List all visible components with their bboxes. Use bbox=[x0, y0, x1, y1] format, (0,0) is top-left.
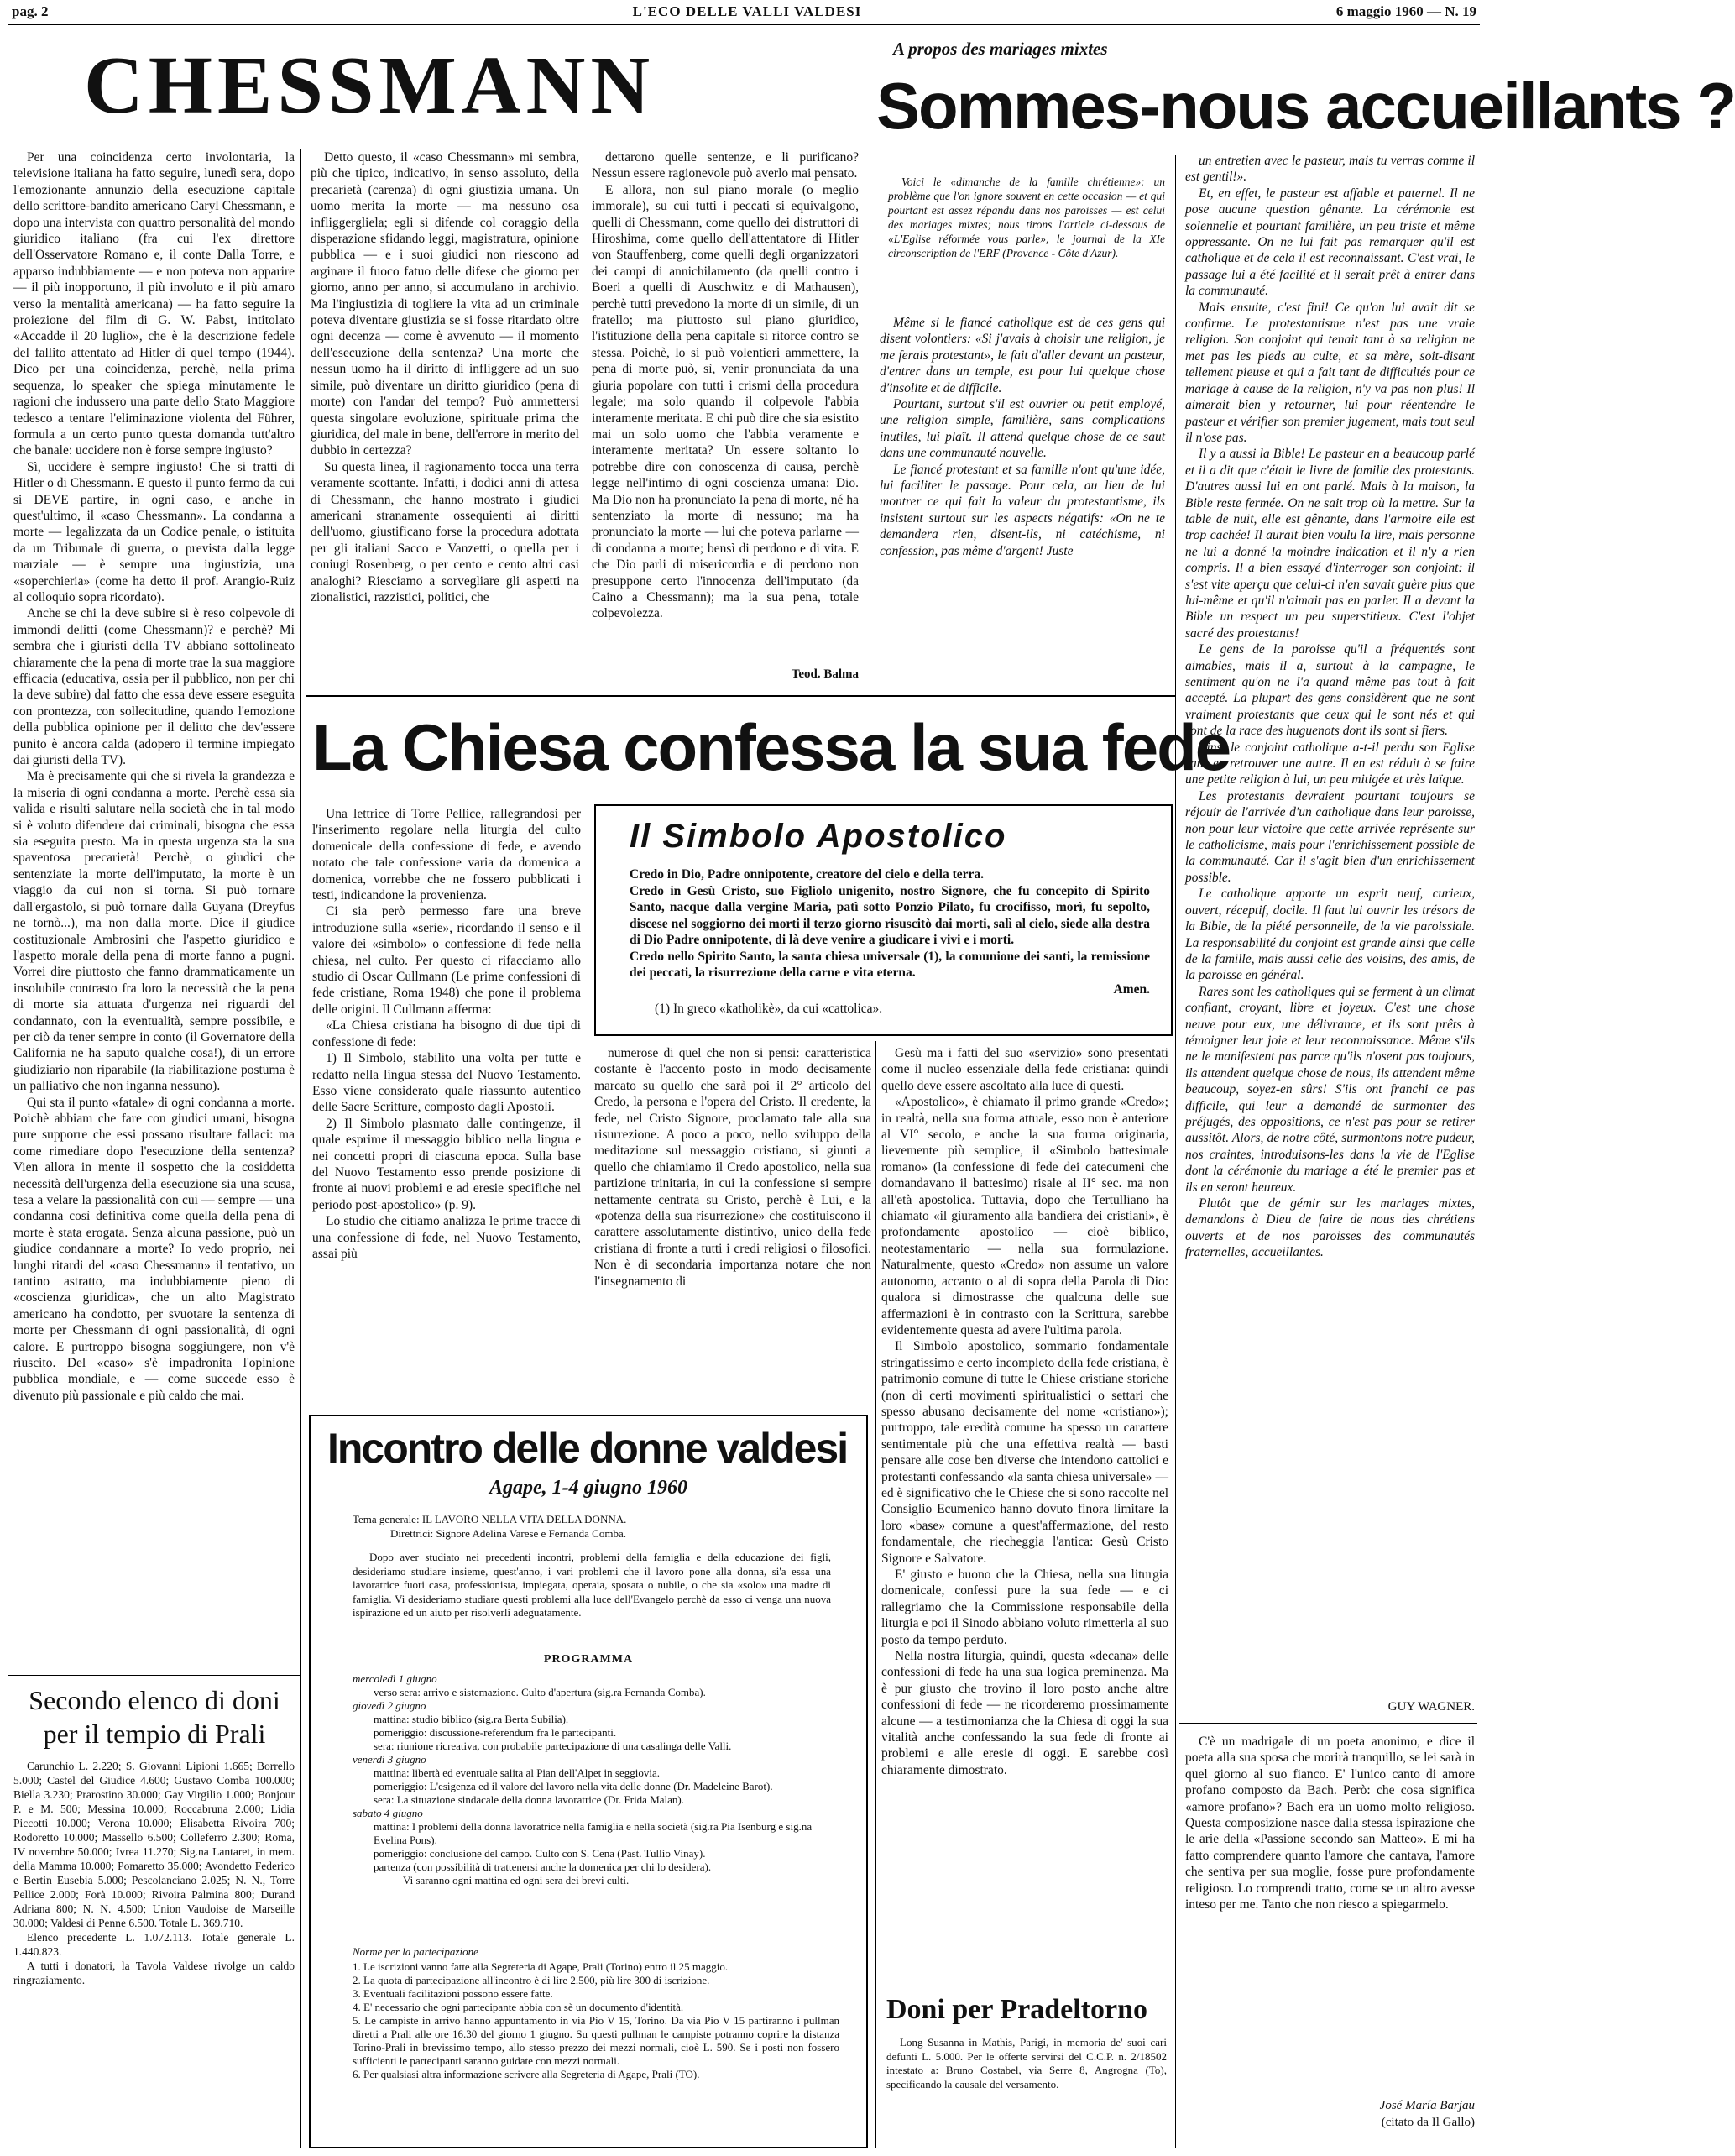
simbolo-text bbox=[630, 866, 1150, 1018]
madrigale-signature: José María Barjau bbox=[1379, 2099, 1475, 2112]
mariages-intro bbox=[888, 175, 1165, 301]
norme-list bbox=[353, 1960, 839, 2081]
mariages-kicker: A propos des mariages mixtes bbox=[893, 39, 1108, 59]
column-rule bbox=[1175, 155, 1176, 2148]
madrigale-text bbox=[1185, 1734, 1475, 2091]
norme-item: 5. Le campiste in arrivo hanno appuntamento in via Pio V 15, Torino. Da via Pio V 15 partiranno i pullman diretti a Prali alle ore 16.30 del giorno 1 giugno. Su questi pullman le campiste potranno coprire la distanza Torino-Prali in brevissimo tempo, allo stesso prezzo dei mezzi normali, cioè L. 590. Se i posti non fossero sufficienti le partecipanti saranno guidate con mezzi normali. bbox=[353, 2014, 839, 2067]
chiesa-col1-p4: 1) Il Simbolo, stabilito una volta per tutte e redatto nella lingua stessa del Nuovo Testamento. Esso viene considerato quale riassunto autentico delle Sacre Scritture, composto dagli Apostoli. bbox=[312, 1051, 581, 1115]
chessmann-col3 bbox=[592, 149, 859, 662]
simbolo-p2: Credo in Gesù Cristo, suo Figliolo unigenito, nostro Signore, che fu concepito di Spirito Santo, nacque dalla vergine Maria, patì sotto Ponzio Pilato, fu crocifisso, morì, fu sepolto, discese nel soggiorno dei morti il terzo giorno risuscitò dai morti, salì al cielo, siede alla destra di Dio Padre onnipotente, di là deve venire a giudicare i vivi e i morti. bbox=[630, 883, 1150, 947]
chessmann-p3: Anche se chi la deve subire si è reso colpevole di immondi delitti (come Chessmann)? e perchè? Mi sembra che i giuristi della TV abbiano sottolineato chiaramente che la pena di morte trae la sua maggiore efficacia (educativa, ossia per il pubblico, non per chi la deve subire) dal fatto che essa deve essere eseguita con prontezza, con sollecitudine, quando l'emozione della pubblica opinione per il delitto che dev'essere punito è ancora calda (adopero il termine impiegato dai giuristi della TV). bbox=[13, 606, 295, 768]
column-rule bbox=[300, 149, 301, 2148]
mariages-col2-p8: Le catholique apporte un esprit neuf, curieux, ouvert, réceptif, docile. Il faut lui ouvrir les trésors de la Bible, de la piété personnelle, de la vie paroissiale. La responsabilité du conjoint est grande ainsi que celle de la famille, mais aussi celle des voisins, des amis, de la paroisse en général. bbox=[1185, 887, 1475, 983]
simbolo-p3: Credo nello Spirito Santo, la santa chiesa universale (1), la comunione dei santi, la remissione dei peccati, la risurrezione della carne e vita eterna. bbox=[630, 949, 1150, 980]
mariages-title: Sommes-nous accueillants ? bbox=[876, 69, 1735, 143]
programma-item: pomeriggio: conclusione del campo. Culto con S. Cena (Past. Tullio Vinay). bbox=[374, 1847, 706, 1860]
programma-item: giovedì 2 giugno bbox=[353, 1699, 426, 1712]
simbolo-note: (1) In greco «katholikè», da cui «cattolica». bbox=[655, 1002, 883, 1016]
chessmann-p2: Sì, uccidere è sempre ingiusto! Che si tratti di Hitler o di Chessmann. E questo il punto fermo da cui si DEVE partire, in ogni caso, e anche in quest'ultimo, il «caso Chessmann». La condanna a morte — legalizzata da un Codice penale, o istituita da un Tribunale di guerra, o prevista dalla legge marziale — è sempre una ingiustizia, una «soperchieria» (come ha detto il prof. Arangio-Ruiz al colloquio sopra ricordato). bbox=[13, 459, 295, 604]
programma-item: pomeriggio: discussione-referendum fra le partecipanti. bbox=[374, 1726, 617, 1739]
header-rule bbox=[8, 24, 1480, 25]
programma-item: mattina: I problemi della donna lavoratrice nella famiglia e nella società (sig.ra Pia Isenburg e sig.na Evelina Pons). bbox=[374, 1820, 813, 1846]
mariages-signature: GUY WAGNER. bbox=[1387, 1700, 1475, 1714]
chiesa-col1-p5: 2) Il Simbolo plasmato dalle contingenze, il quale esprime il messaggio biblico nella lingua e nei concetti propri di ciascuna epoca. Sulla base del Nuovo Testamento esso prende posizione di fronte ai nuovi problemi e ad eresie specifiche nel periodo post-apostolico» (p. 9). bbox=[312, 1116, 581, 1212]
mariages-col1-p1: Même si le fiancé catholique est de ces gens qui disent volontiers: «Si j'avais à choisir une religion, je me ferais protestant», le fait d'aller devant un pasteur, d'entrer dans un temple, est pour lui quelque chose d'insolite et de difficile. bbox=[880, 316, 1165, 395]
page-number: pag. 2 bbox=[12, 3, 49, 19]
programma-item: mattina: libertà ed eventuale salita al Pian dell'Alpet in seggiovia. bbox=[374, 1766, 660, 1779]
chessmann-title: CHESSMANN bbox=[84, 40, 656, 131]
chiesa-col1-p2: Ci sia però permesso fare una breve introduzione sulla «serie», ricordando il senso e il valore dei «simbolo» o confessione di fede nella chiesa, nel culto. Per questo ci rifacciamo allo studio di Oscar Cullmann (Le prime confessioni di fede cristiane, Roma 1948) che pone il problema delle origini. Il Cullmann afferma: bbox=[312, 904, 581, 1017]
simbolo-title: Il Simbolo Apostolico bbox=[630, 818, 1007, 855]
chessmann-signature: Teod. Balma bbox=[791, 667, 859, 681]
programma-item: venerdì 3 giugno bbox=[353, 1753, 426, 1766]
chiesa-title: La Chiesa confessa la sua fede bbox=[312, 710, 1231, 784]
mariages-col2-p4: Il y a aussi la Bible! Le pasteur en a beaucoup parlé et il a dit que c'était le livre de famille des protestants. D'autres aussi lui en ont parlé. Mais à la maison, la Bible reste fermée. On ne sait trop où la mettre. Sur la table de nuit, elle est gênante, dans l'armoire elle est trop cachée! Il aurait bien voulu la lire, mais personne ne lui a donné la moindre indication et il n'y a rien compris. Il a bien essayé d'interroger son conjoint: il s'est vite aperçu que celui-ci n'en savait guère plus que lui-même et qu'il n'aimait pas en parler. Il a devant la Bible un respect un peu superstitieux. C'est l'objet sacré des protestants! bbox=[1185, 447, 1475, 641]
section-rule bbox=[8, 1675, 300, 1676]
norme-item: 2. La quota di partecipazione all'incontro è di lire 2.500, più lire 300 di iscrizione. bbox=[353, 1974, 710, 1986]
madrigale-source: (citato da Il Gallo) bbox=[1381, 2116, 1475, 2129]
chessmann-col2-p1: Detto questo, il «caso Chessmann» mi sembra, più che tipico, indicativo, in senso assoluto, della precarietà (carenza) di ogni giustizia umana. Un uomo merita la morte — ma nessuno osa infliggergliela; egli si difende col coraggio della disperazione sfidando leggi, magistratura, opinione pubblica — e i suoi giudici non riescono ad arginare il fuoco fatuo delle difese che giorno per giorno, anno per anno, si accumulano in archivio. Ma l'ingiustizia di togliere la vita ad un criminale poteva diventare giustizia se si fosse ritardato oltre ogni decenza — come è avvenuto — il momento dell'esecuzione della sentenza? Una morte che nessun uomo ha il diritto di infliggere ad un suo simile, può diventare un diritto giuridico (pena di morte) con l'andar del tempo? Può ammettersi questa singolare evoluzione, spirituale prima che giuridica, del male in bene, dell'errore in merito del dubbio in certezza? bbox=[311, 150, 579, 458]
incontro-subtitle: Agape, 1-4 giugno 1960 bbox=[489, 1477, 687, 1499]
doni-title: Doni per Pradeltorno bbox=[886, 1994, 1148, 2025]
chiesa-col1-p1: Una lettrice di Torre Pellice, rallegrandosi per l'inserimento regolare nella liturgia del culto domenicale della confessione di fede, e avendo notato che tale confessione varia da domenica a domenica, vorrebbe che ne fossero pubblicati i testi, indicandone la provenienza. bbox=[312, 807, 581, 903]
doni-text bbox=[886, 2036, 1167, 2137]
chiesa-col3-p2: «Apostolico», è chiamato il primo grande «Credo»; in realtà, nella sua forma attuale, esso non è anteriore al VI° secolo, e anche la sua forma originaria, lievemente più semplice, il «Simbolo battesimale romano» (la confessione di fede dei catecumeni che domandavano il battesimo) risale al II° sec. ma non all'età apostolica. Tuttavia, dopo che Tertulliano ha chiamato «il giuramento alla bandiera dei cristiani», è profondamente apostolico — cioè biblico, neotestamentario — nella sua formulazione. Naturalmente, questo «Credo» non assume un valore autonomo, accanto o al di sopra della Parola di Dio: qualora si dimostrasse che qualcuna delle sue affermazioni è in contrasto con la Scrittura, sarebbe evidentemente questa ad avere l'ultima parola. bbox=[881, 1095, 1168, 1337]
mariages-col2-p3: Mais ensuite, c'est fini! Ce qu'on lui avait dit se confirme. Le protestantisme n'est pas une vraie religion. Son conjoint qui tenait tant à sa religion ne met pas les pieds au culte, et sa mère, soit-disant tellement pieuse et qui a fait tant de difficultés pour ce mariage à cause de la religion, n'y va pas non plus! Il aimerait bien y retourner, lui pour réentendre le pasteur et vérifier son premier jugement, mais tout seul il n'ose pas. bbox=[1185, 300, 1475, 445]
chiesa-col3-p4: E' giusto e buono che la Chiesa, nella sua liturgia domenicale, confessi pure la sua fede — e ci rallegriamo che la Commissione responsabile della liturgia e poi il Sinodo abbiano voluto rimetterla al suo posto da tempo perduto. bbox=[881, 1567, 1168, 1647]
norme-title: Norme per la partecipazione bbox=[353, 1945, 478, 1958]
chiesa-col1-p6: Lo studio che citiamo analizza le prime tracce di una confessione di fede, nel Nuovo Testamento, assai più bbox=[312, 1214, 581, 1261]
chiesa-col3 bbox=[881, 1045, 1168, 1977]
incontro-box bbox=[309, 1415, 868, 2148]
incontro-direttrici: Direttrici: Signore Adelina Varese e Fernanda Comba. bbox=[390, 1527, 626, 1540]
chessmann-col3-p2: E allora, non sul piano morale (o meglio immorale), su cui tutti i peccati si equivalgono, quelli di Chessmann, come quello dei distruttori di Hiroshima, come quello dell'attentatore di Hitler von Stauffenberg, come quelli degli organizzatori dei campi di annichilamento (da quelli contro i Boeri a quelli di Auschwitz e di Mathausen), perchè tutti prevedono la morte di un simile, di un fratello; ma piuttosto sul piano giuridico, l'istituzione della pena capitale si ritorce contro se stessa. Poichè, lo si può volentieri ammettere, la pena di morte può, sì, venir pronunciata da una giuria popolare con tutti i crismi della procedura legale; ma solo quando il colpevole l'abbia interamente meritata. E chi può dire che sia esistito mai un solo uomo che l'abbia veramente e interamente meritata? Un essere soltanto lo potrebbe dire con conoscenza di causa, perchè legge nell'intimo di ogni coscienza umana: Dio. Ma Dio non ha pronunciato la pena di morte, né ha sentenziato la morte di nessuno; ma ha pronunciato la morte — lui che poteva parlarne — di condanna a morte; bensì di perdono e di vita. E che Dio parli di misericordia e di perdono non presuppone certo l'innocenza dell'imputato (da Caino a Chessmann); ma la sua pena, totale colpevolezza. bbox=[592, 182, 859, 621]
chessmann-p5: Qui sta il punto «fatale» di ogni condanna a morte. Poichè abbiam che fare con giudici umani, bisogna pure supporre che essi possano risultare fallaci: ma come rimediare dopo l'esecuzione della sentenza? Vien allora in mente il sospetto che la cosiddetta necessità dell'urgenza della esecuzione sia una scusa, tesa a velare la passionalità con cui — sempre — una condanna così definitiva come quella della pena di morte è stata erogata. Senza alcuna passione, può un giudice condannare a morte? Io vedo proprio, nei lunghi ritardi del «caso Chessmann» il tentativo, un tantino astratto, ma indubbiamente pieno di «coscienza giuridica», che un alto Magistrato americano ha condotto, per svuotare la sentenza di morte per Chessmann di ogni passionalità, di ogni calore. E purtroppo bisogna soggiungere, non v'è riuscito. Del «caso» s'è impadronita l'opinione pubblica mondiale, e — come succede esso è divenuto più passionale e più caldo che mai. bbox=[13, 1095, 295, 1403]
chiesa-col2-p1: numerose di quel che non si pensi: caratteristica costante è l'accento posto in modo decisamente marcato su quello che sarà poi il 2° articolo del Credo, la persona e l'opera del Cristo. Il credente, la fede, nel Cristo Signore, proclamato tale alla sua risurrezione. A poco a poco, nello sviluppo della meditazione sul messaggio cristiano, si giunti a quello che chiamiamo il Credo apostolico, nella sua partizione trinitaria, in cui la confessione si sempre nettamente centrata su Cristo, perchè è Lui, e la «potenza della sua risurrezione» che costituiscono il carattere assolutamente distintivo, unico della fede cristiana di fronte a tutti i credi religiosi o filosofici. Non è di secondaria importanza notare che non l'insegnamento di bbox=[594, 1046, 871, 1289]
programma-item: sera: La situazione sindacale della donna lavoratrice (Dr. Frida Malan). bbox=[374, 1793, 684, 1806]
chessmann-p1: Per una coincidenza certo involontaria, la televisione italiana ha fatto seguire, lunedì sera, dopo l'emozionante annunzio della esecuzione capitale dello scrittore-bandito americano Caryl Chessmann, e dopo una intervista con quattro personalità del mondo giuridico italiano (fra cui l'ex direttore dell'Osservatore Romano e, il conte Dalla Torre, e apparso indubbiamente — e non poteva non apparire — il più inopportuno, il più involuto e il più amaro verso la mentalità americana) — ha fatto seguire la proiezione del film di G. W. Pabst, intitolato «Accadde il 20 luglio», che è la descrizione fedele del fallito attentato ad Hitler di quel tempo (1944). Dico per una coincidenza, perchè, nella prima sequenza, lo speaker che spiega minutamente le ragioni che indussero una parte dello Stato Maggiore tedesco a tentare l'eliminazione violenta del Führer, formula a un certo punto questa domanda tutt'altro che banale: uccidere non è forse sempre ingiusto? bbox=[13, 150, 295, 458]
chiesa-col1-p3: «La Chiesa cristiana ha bisogno di due tipi di confessione di fede: bbox=[312, 1018, 581, 1049]
norme-item: 6. Per qualsiasi altra informazione scrivere alla Segreteria di Agape, Prali (TO). bbox=[353, 2068, 700, 2080]
programma-item: mercoledì 1 giugno bbox=[353, 1672, 437, 1685]
mariages-col2-p5: Le gens de la paroisse qu'il a fréquentés sont aimables, mais il a, surtout à la campagne, le sentiment qu'on ne l'a quand même pas tout à fait accepté. La plupart des gens considèrent que ne sont vraiment protestants que ceux qui le sont nés et qui sont de la race des huguenots dont ils sont si fiers. bbox=[1185, 642, 1475, 739]
mariages-col1-p2: Pourtant, surtout s'il est ouvrier ou petit employé, une religion simple, familière, sans complications inutiles, lui plaît. Il attend quelque chose de ce saut dans une communauté nouvelle. bbox=[880, 397, 1165, 461]
mariages-col2-p2: Et, en effet, le pasteur est affable et paternel. Il ne pose aucune question gênante. La cérémonie est solennelle et pourtant familière, un peu triste et même oppressante. On ne lui fait pas remarquer qu'il est catholique et de cela il est reconnaissant. C'est vrai, le passage lui a été facilité et il serait prêt à entrer dans la communauté. bbox=[1185, 186, 1475, 299]
elenco-list: Carunchio L. 2.220; S. Giovanni Lipioni 1.665; Borrello 5.000; Castel del Giudice 4.600; Gustavo Comba 100.000; Biella 3.230; Prarostino 30.000; Gay Virgilio 1.000; Bonjour P. e M. 500; Messina 10.000; Roccabruna 2.000; Lidia Piccotti 10.000; Verona 10.000; Elisabetta Rivoira 700; Rodoretto 10.000; Massello 6.500; Colleferro 2.300; Roma, IV novembre 50.000; Ivrea 11.270; Sig.na Lantaret, in mem. della Mamma 10.000; Pomaretto 35.000; Avondetto Federico e Bertin Eusebia 5.000; Pescolanciano 2.025; N. N., Torre Pellice 2.000; Forà 10.000; Rivoira Palmina 800; Durand Adriana 800; N. N. 4.500; Union Vaudoise de Marseille 30.000; Valdesi di Penne 6.500. Totale L. 369.710. bbox=[13, 1760, 295, 1929]
programma-item: partenza (con possibilità di trattenersi anche la domenica per chi lo desidera). bbox=[374, 1860, 712, 1873]
elenco-title-line2: per il tempio di Prali bbox=[43, 1719, 266, 1749]
chiesa-col3-p3: Il Simbolo apostolico, sommario fondamentale stringatissimo e certo incompleto della fede cristiana, è patrimonio comune di tutte le Chiese cristiane storiche (non di certi movimenti spiritualistici o settari che spesso abusano decisamente del nome «cristiano»); purtroppo, tale eredità comune ha spesso un carattere sentimentale più che una effettiva realtà — basti pensare alle cose ben diverse che intendono cattolici e protestanti confessando «la santa chiesa universale» — ed è significativo che le Chiese che si sono raccolte nel Consiglio Ecumenico hanno dovuto finora limitare la loro «base» comune a quest'affermazione, del resto fondamentale, che riecheggia l'antica: Gesù Cristo Signore e Salvatore. bbox=[881, 1339, 1168, 1566]
programma-item: Vi saranno ogni mattina ed ogni sera dei brevi culti. bbox=[403, 1874, 630, 1886]
newspaper-name: L'ECO DELLE VALLI VALDESI bbox=[632, 3, 862, 19]
norme-item: 1. Le iscrizioni vanno fatte alla Segreteria di Agape, Prali (Torino) entro il 25 maggio. bbox=[353, 1960, 729, 1973]
mariages-col2-p7: Les protestants devraient pourtant toujours se réjouir de l'arrivée d'un catholique dans leur paroisse, non pour leur victoire que cette arrivée représente sur le catholicisme, mais pour l'enrichissement possible de la communauté. Car il s'agit bien d'un enrichissement possible. bbox=[1185, 788, 1475, 885]
mariages-col1 bbox=[880, 315, 1165, 684]
mariages-col2-p10: Plutôt que de gémir sur les mariages mixtes, demandons à Dieu de faire de nous des chrétiens ouverts et de nos paroisses des communautés fraternelles, accueillantes. bbox=[1185, 1196, 1475, 1260]
programma-item: sabato 4 giugno bbox=[353, 1807, 423, 1819]
programma-item: pomeriggio: L'esigenza ed il valore del lavoro nella vita delle donne (Dr. Madeleine Barot). bbox=[374, 1780, 773, 1792]
mariages-col2-p1: un entretien avec le pasteur, mais tu verras comme il est gentil!». bbox=[1185, 154, 1475, 185]
doni-paragraph: Long Susanna in Mathis, Parigi, in memoria de' suoi cari defunti L. 5.000. Per le offerte servirsi del C.C.P. n. 2/18502 intestato a: Bruno Costabel, via Serre 8, Angrogna (To), specificando la causale del versamento. bbox=[886, 2036, 1167, 2091]
elenco-text bbox=[13, 1759, 295, 2149]
incontro-title: Incontro delle donne valdesi bbox=[327, 1425, 848, 1472]
mariages-intro-text: Voici le «dimanche de la famille chrétienne»: un problème que l'on ignore souvent en cette occasion — et qui pourtant est assez répandu dans nos paroisses — est celui des mariages mixtes; nous tirons l'article ci-dessous de «L'Eglise réformée vous parle», le journal de la XIe circonscription de l'ERF (Provence - Côte d'Azur). bbox=[888, 175, 1165, 259]
chessmann-p4: Ma è precisamente qui che si rivela la grandezza e la miseria di ogni condanna a morte. Perchè essa sia valida e risulti salutare nella società che in tal modo si è voluto difendere dai criminali, bisogna che essa sia eseguita presto. Ma in questa urgenza sta la sua spaventosa precarietà! Perchè, o giudici che sentenziate la morte dell'imputato, la morte è un viaggio da cui non si torna. Si può tornare dall'ergastolo, si può tornare dalla Guyana (Dreyfus ne tornò...), ma non dalla morte. Dice il giudice costituzionale Ambrosini che l'aspetto giuridico e l'aspetto morale della pena di morte fanno a pugni. Vorrei dire piuttosto che fanno drammaticamente un insolubile contrasto fra loro la necessità che la pena di morte sia attuata d'urgenza nei riguardi del condannato, con la eventualità, sempre possibile, e per ciò da tener sempre in conto (il Governatore della California ne ha saputo qualche cosa!), di un errore giudiziario non riparabile (la riabilitazione postuma è un palliativo che non inganna nessuno). bbox=[13, 769, 295, 1094]
section-rule bbox=[1179, 1723, 1477, 1724]
programma-title: PROGRAMMA bbox=[543, 1653, 634, 1666]
elenco-title-line1: Secondo elenco di doni bbox=[29, 1685, 280, 1715]
norme-item: 4. E' necessario che ogni partecipante abbia con sè un documento d'identità. bbox=[353, 2001, 684, 2013]
column-rule bbox=[875, 1041, 876, 2148]
elenco-totals: Elenco precedente L. 1.072.113. Totale generale L. 1.440.823. bbox=[13, 1931, 295, 1958]
incontro-intro: Dopo aver studiato nei precedenti incontri, problemi della famiglia e della educazione dei figli, desideriamo studiare insieme, quest'anno, i vari problemi che il lavoro pone alla donna, si'a essa una lavoratrice fuori casa, professionista, impiegata, operaia, sposata o nubile, o che sia «solo» una madre di famiglia. Vi desideriamo studiare questi problemi alla luce dell'Evangelo perchè da esso ci venga una nuova ispirazione ed un aiuto per risolverli adeguatamente. bbox=[353, 1551, 831, 1619]
elenco-thanks: A tutti i donatori, la Tavola Valdese rivolge un caldo ringraziamento. bbox=[13, 1960, 295, 1986]
chiesa-col2 bbox=[594, 1045, 871, 1402]
chessmann-col2 bbox=[311, 149, 579, 678]
chessmann-col1 bbox=[13, 149, 295, 1669]
programma-item: mattina: studio biblico (sig.ra Berta Subilia). bbox=[374, 1713, 569, 1725]
mariages-col2 bbox=[1185, 153, 1475, 1696]
programma-item: sera: riunione ricreativa, con probabile partecipazione di una casalinga delle Valli. bbox=[374, 1740, 732, 1752]
chiesa-col3-p1: Gesù ma i fatti del suo «servizio» sono presentati come il nucleo essenziale della fede cristiana: quindi quello deve essere ascoltato alla luce di questi. bbox=[881, 1046, 1168, 1093]
madrigale-paragraph: C'è un madrigale di un poeta anonimo, e dice il poeta alla sua sposa che morirà tranquillo, se lei sarà in quel giorno al suo fianco. E' l'unico canto di amore profano composto da Bach. Però: che cosa significa «amore profano»? Bach era un uomo molto religioso. Questa composizione nasce dalla stessa ispirazione che le arie della «Passione secondo san Matteo». E mi ha fatto comprendere quanto l'amore che cantava, l'amore che sentiva per sua moglie, fosse pure profondamente religioso. Lo comprendi tratto, come se un altro avesse inteso per me. Tanto che non riesco a spiegarmelo. bbox=[1185, 1735, 1475, 1913]
mariages-col2-p9: Rares sont les catholiques qui se ferment à un climat confiant, croyant, libre et joyeux. C'est une chose neuve pour eux, une délivrance, et ils sont prêts à témoigner leur joie et leur reconnaissance. Même s'ils ne le manifestent pas parce qu'ils n'osent pas toujours, ils attendent quelque chose de nous, ils attendent même beaucoup, soyez-en sûrs! S'ils ont franchi ce pas difficile, qui leur a demandé de surmonter des préjugés, des oppositions, ce n'est pas pour se retirer aussitôt. Alors, de notre côté, surmontons notre pudeur, nos craintes, introduisons-les dans la vie de l'Eglise dont la cérémonie du mariage a été le premier pas et ils en seront heureux. bbox=[1185, 984, 1475, 1195]
incontro-tema: Tema generale: IL LAVORO NELLA VITA DELLA DONNA. bbox=[353, 1513, 627, 1525]
simbolo-p1: Credo in Dio, Padre onnipotente, creatore del cielo e della terra. bbox=[630, 867, 985, 882]
simbolo-amen: Amen. bbox=[1113, 981, 1150, 997]
chiesa-col3-p5: Nella nostra liturgia, quindi, questa «decana» delle confessioni di fede ha una sua logica preminenza. Ma è pur giusto che trovino il loro posto anche altre confessioni di fede — ne ricorderemo prossimamente alcune — a testimonianza che la Chiesa di oggi la sua vitalità anche confessando la sua fede di fronte ai problemi e alle eresie di oggi. E sarebbe così chiaramente dimostrato. bbox=[881, 1649, 1168, 1777]
programma-list bbox=[353, 1672, 839, 1887]
chessmann-col2-p2: Su questa linea, il ragionamento tocca una terra veramente scottante. Infatti, i dodici anni di attesa di Chessmann, che hanno mostrato i giudici americani stranamente ossequienti ai diritti dell'uomo, giustificano forse la procedura adottata per gli italiani Sacco e Vanzetti, o quella per i coniugi Rosenberg, o per cento e cento altri casi analoghi? Riesciamo a sorvegliare gli aspetti na zionalistici, razzistici, politici, che bbox=[311, 459, 579, 604]
chessmann-col3-p1: dettarono quelle sentenze, e li purificano? Nessun essere ragionevole può averlo mai pensato. bbox=[592, 150, 859, 181]
mariages-col2-p6: Ainsi le conjoint catholique a-t-il perdu son Eglise sans en retrouver une autre. Il en est réduit à se faire une petite religion à lui, un peu mitigée et très laïque. bbox=[1185, 740, 1475, 788]
mariages-col1-p3: Le fiancé protestant et sa famille n'ont qu'une idée, lui faciliter le passage. Pour cela, au lieu de lui montrer ce qui fait la valeur du protestantisme, ils insistent surtout sur les aspects négatifs: «On ne te demandera rien, disent-ils, ni catéchisme, ni confession, pas même d'argent! Juste bbox=[880, 462, 1165, 558]
norme-item: 3. Eventuali facilitazioni possono essere fatte. bbox=[353, 1987, 553, 2000]
chiesa-col1 bbox=[312, 806, 581, 1402]
programma-item: verso sera: arrivo e sistemazione. Culto d'apertura (sig.ra Fernanda Comba). bbox=[374, 1686, 706, 1698]
issue-date: 6 maggio 1960 — N. 19 bbox=[1335, 3, 1476, 19]
simbolo-box bbox=[594, 804, 1173, 1036]
section-rule bbox=[306, 695, 1175, 697]
